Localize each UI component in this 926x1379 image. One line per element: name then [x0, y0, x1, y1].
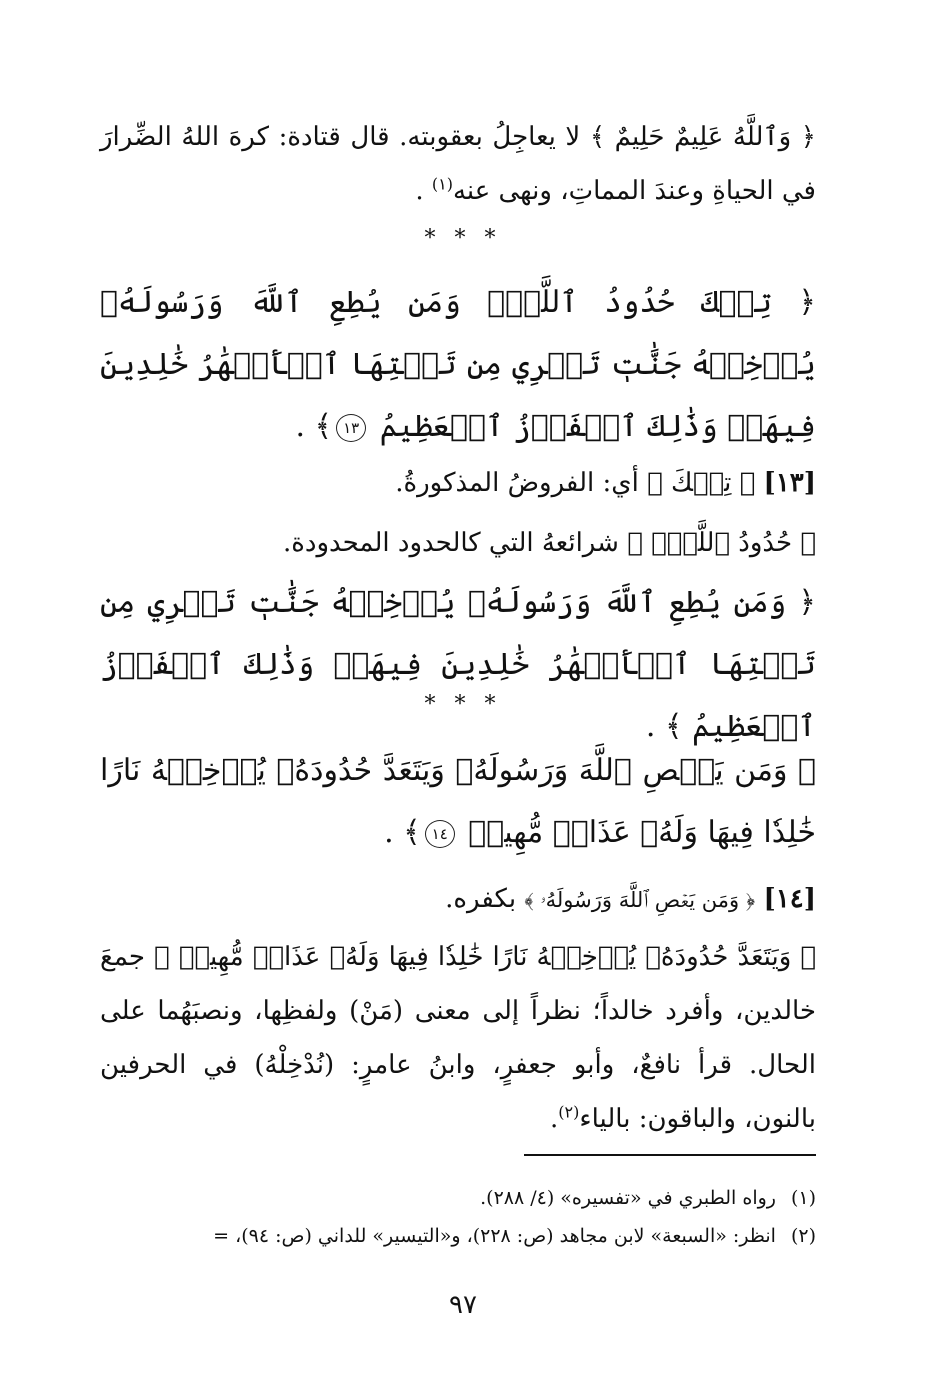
- verse-13: [100, 272, 816, 458]
- commentary-13-verse: [100, 572, 816, 758]
- footnote-text: رواه الطبري في «تفسيره» (٤/ ٢٨٨).: [480, 1187, 776, 1209]
- commentary-14-label: [100, 872, 816, 927]
- sentence-end: .: [415, 176, 432, 206]
- commentary-text: جمعَ خالدين، وأفرد خالداً؛ نظراً إلى معنى (مَنْ) ولفظِها، ونصبَهُما على الحال. قرأ نافعٌ، وأبو جعفرٍ، وابنُ عامرٍ: (نُدْخِلْهُ) في الحرفين بالنون، والباقون: بالياء: [100, 942, 816, 1134]
- quran-quote: ﴿ وَٱللَّهُ عَلِيمٌ حَلِيمٌ ﴾: [589, 122, 816, 152]
- footnote-divider: [524, 1154, 816, 1156]
- commentary-text: لا يعاجِلُ بعقوبته. قال قتادة: كرهَ اللهُ الضِّرارَ في الحياةِ وعندَ المماتِ، ونهى عنه: [100, 122, 816, 206]
- footnote-number: (١): [790, 1187, 816, 1209]
- commentary-text: أي: الفروضُ المذكورةُ.: [395, 468, 648, 498]
- verse-end: ﴾ .: [384, 815, 421, 850]
- quran-quote: ﴿ حُدُودُ ٱللَّهِۚ ﴾: [627, 528, 816, 558]
- verse-label: [١٤]: [763, 884, 816, 914]
- commentary-13-hudud: [100, 516, 816, 570]
- verse-text: ﴿ تِلۡكَ حُدُودُ ٱللَّهِۚ وَمَن يُطِعِ ٱللَّهَ وَرَسُولَهُۥ يُدۡخِلۡهُ جَنَّٰتٖ تَجۡرِي مِن تَحۡتِهَا ٱلۡأَنۡهَٰرُ خَٰلِدِينَ فِيهَاۚ وَذَٰلِكَ ٱلۡفَوۡزُ ٱلۡعَظِيمُ: [100, 285, 816, 444]
- paragraph-intro: [100, 110, 816, 218]
- quran-quote: ﴿ تِلۡكَ ﴾: [647, 468, 756, 498]
- footnote-1: [80, 1182, 816, 1214]
- footnote-ref: (٢): [558, 1102, 580, 1122]
- verse-text: ﴿ وَمَن يَعۡصِ ٱللَّهَ وَرَسُولَهُۥ وَيَتَعَدَّ حُدُودَهُۥ يُدۡخِلۡهُ نَارًا خَٰلِدٗا فِيهَا وَلَهُۥ عَذَابٞ مُّهِينٞ: [100, 753, 816, 850]
- verse-14: [100, 740, 816, 864]
- footnote-2: [80, 1220, 816, 1252]
- ayah-number-marker: ١٤: [425, 820, 455, 848]
- commentary-13-tilka: [100, 456, 816, 510]
- commentary-text: شرائعهُ التي كالحدود المحدودة.: [282, 528, 628, 558]
- footnote-number: (٢): [790, 1225, 816, 1247]
- quran-quote: ﴿ وَمَن يُطِعِ ٱللَّهَ وَرَسُولَهُۥ يُدۡخِلۡهُ جَنَّٰتٖ تَجۡرِي مِن تَحۡتِهَا ٱلۡأَنۡهَٰرُ خَٰلِدِينَ فِيهَاۚ وَذَٰلِكَ ٱلۡفَوۡزُ ٱلۡعَظِيمُ ﴾ .: [100, 585, 816, 744]
- ayah-number-marker: ١٣: [336, 414, 366, 442]
- section-separator: * * *: [424, 692, 502, 717]
- footnote-text: انظر: «السبعة» لابن مجاهد (ص: ٢٢٨)، و«التيسير» للداني (ص: ٩٤)، =: [213, 1225, 776, 1247]
- quran-quote: ﴿ وَيَتَعَدَّ حُدُودَهُۥ يُدۡخِلۡهُ نَارًا خَٰلِدٗا فِيهَا وَلَهُۥ عَذَابٞ مُّهِينٞ ﴾: [154, 942, 816, 972]
- footnote-ref: (١): [431, 174, 453, 194]
- commentary-text: بكفره.: [445, 884, 525, 914]
- verse-label: [١٣]: [763, 468, 816, 498]
- section-separator: * * *: [424, 226, 502, 251]
- sentence-end: .: [550, 1104, 559, 1134]
- quran-quote: ﴿ وَمَن يَعۡصِ ٱللَّهَ وَرَسُولَهُۥ ﴾: [524, 888, 756, 912]
- page-number: ٩٧: [449, 1290, 477, 1320]
- verse-end: ﴾ .: [295, 409, 333, 444]
- commentary-14-explanation: [100, 930, 816, 1146]
